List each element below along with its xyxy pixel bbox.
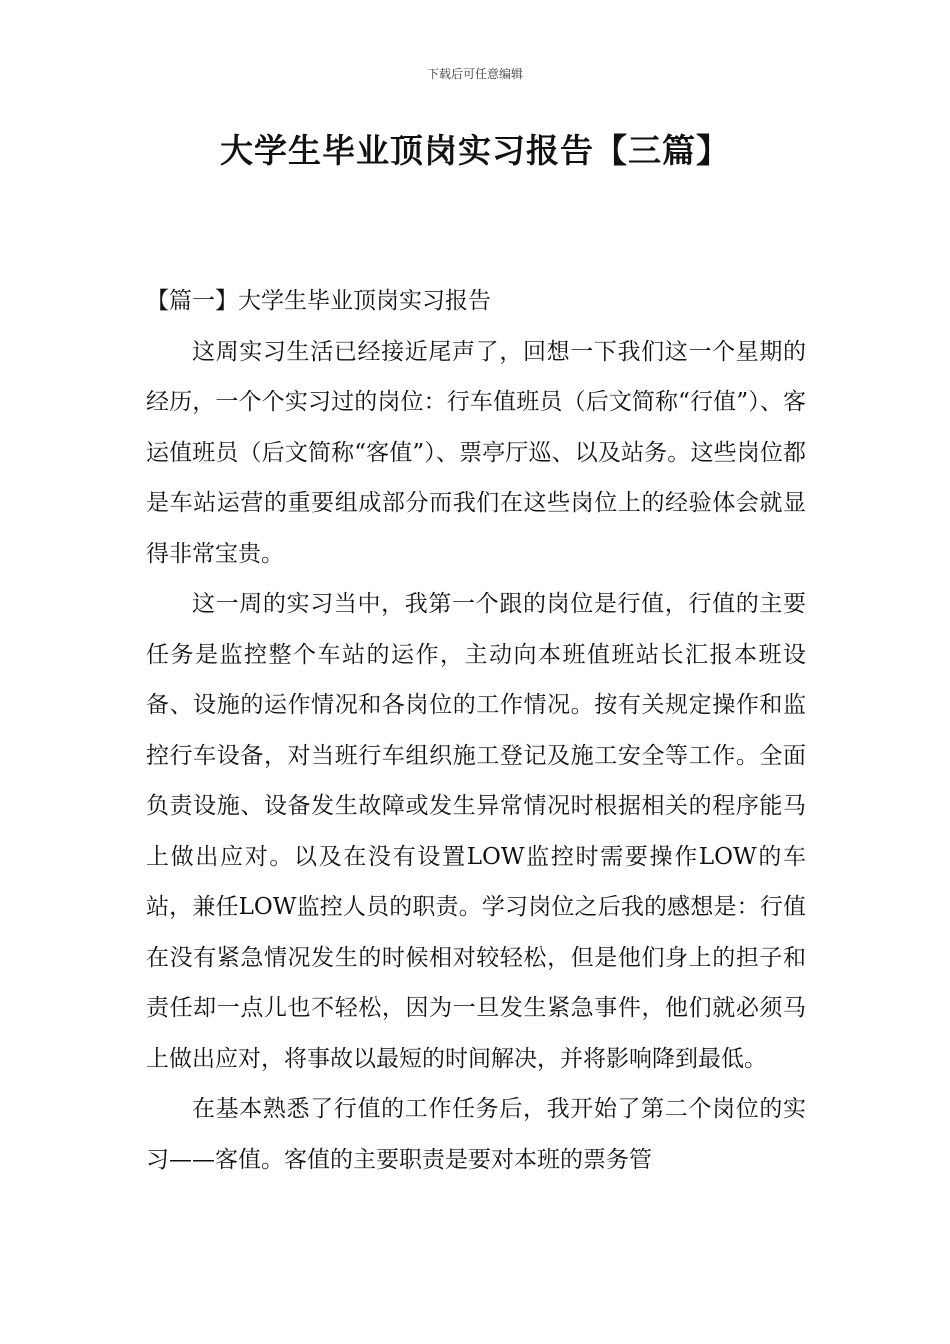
section-heading: 【篇一】大学生毕业顶岗实习报告 [146, 288, 491, 314]
document-title: 大学生毕业顶岗实习报告【三篇】 [220, 131, 730, 170]
paragraph-1: 这周实习生活已经接近尾声了，回想一下我们这一个星期的经历，一个个实习过的岗位：行车值班员（后文简称“行值”）、客运值班员（后文简称“客值”）、票亭厅巡、以及站务。这些岗位都是车站运营的重要组成部分而我们在这些岗位上的经验体会就显得非常宝贵。 [146, 338, 806, 567]
paragraph-3: 在基本熟悉了行值的工作任务后，我开始了第二个岗位的实习——客值。客值的主要职责是要对本班的票务管 [146, 1096, 806, 1173]
header-note: 下载后可任意编辑 [426, 67, 523, 81]
paragraph-2: 这一周的实习当中，我第一个跟的岗位是行值，行值的主要任务是监控整个车站的运作，主动向本班值班站长汇报本班设备、设施的运作情况和各岗位的工作情况。按有关规定操作和监控行车设备，对当班行车组织施工登记及施工安全等工作。全面负责设施、设备发生故障或发生异常情况时根据相关的程序能马上做出应对。以及在没有设置LOW监控时需要操作LOW的车站，兼任LOW监控人员的职责。学习岗位之后我的感想是：行值在没有紧急情况发生的时候相对较轻松，但是他们身上的担子和责任却一点儿也不轻松，因为一旦发生紧急事件，他们就必须马上做出应对，将事故以最短的时间解决，并将影响降到最低。 [146, 591, 806, 1072]
document-body [146, 276, 806, 1185]
